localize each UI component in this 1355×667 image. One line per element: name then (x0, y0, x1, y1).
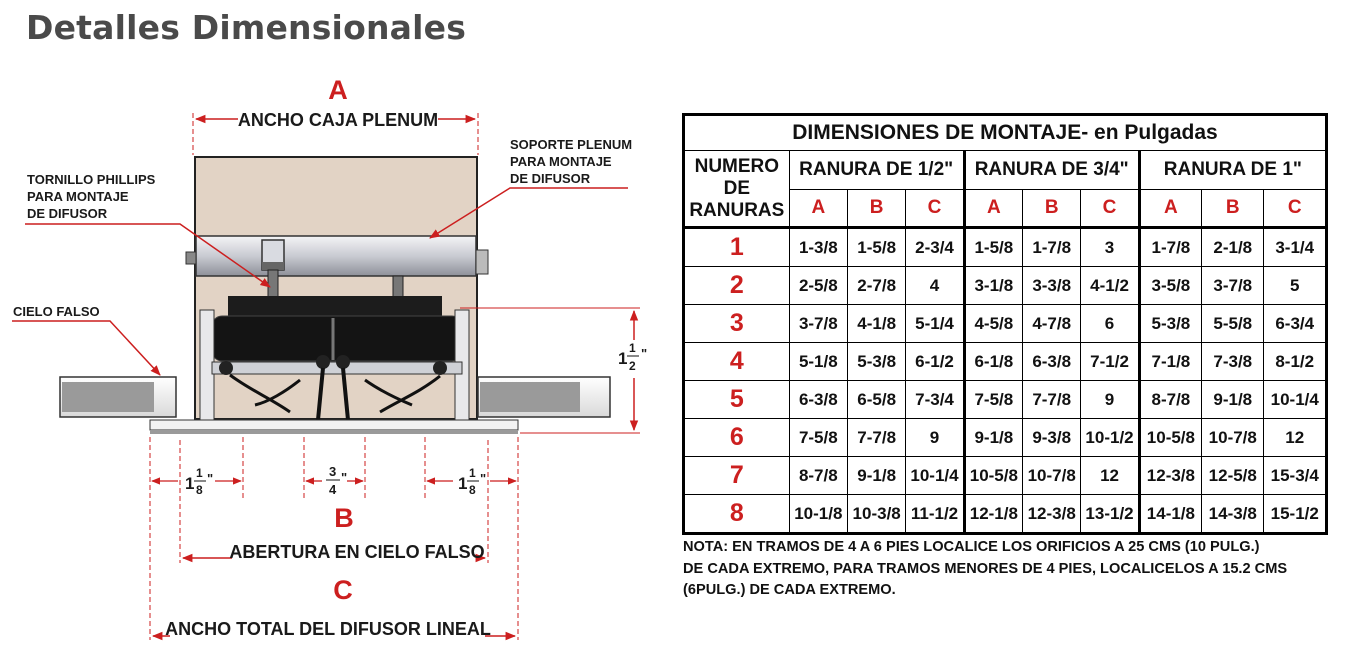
column-header: B (1202, 190, 1264, 228)
installation-note (683, 537, 1343, 602)
table-row (684, 419, 1327, 457)
svg-text:8: 8 (196, 483, 203, 497)
table-cell: 9 (1081, 381, 1139, 419)
table-cell: 1-7/8 (1023, 228, 1081, 267)
table-cell: 2-7/8 (847, 267, 905, 305)
table-cell: 1-5/8 (964, 228, 1022, 267)
svg-text:PARA MONTAJE: PARA MONTAJE (27, 189, 129, 204)
table-cell: 10-7/8 (1202, 419, 1264, 457)
svg-text:3: 3 (329, 464, 337, 479)
slot-count: 3 (684, 305, 790, 343)
table-cell: 8-1/2 (1264, 343, 1327, 381)
label-b: B (334, 503, 354, 533)
table-cell: 6-1/2 (906, 343, 964, 381)
column-header: A (964, 190, 1022, 228)
svg-text:DE DIFUSOR: DE DIFUSOR (27, 206, 108, 221)
slot-count: 8 (684, 495, 790, 534)
table-cell: 6-3/4 (1264, 305, 1327, 343)
table-cell: 4-1/8 (847, 305, 905, 343)
svg-text:DE DIFUSOR: DE DIFUSOR (510, 171, 591, 186)
table-row (684, 495, 1327, 534)
table-cell: 10-7/8 (1023, 457, 1081, 495)
table-cell: 5-3/8 (1139, 305, 1201, 343)
table-cell: 6-3/8 (1023, 343, 1081, 381)
table-cell: 4-7/8 (1023, 305, 1081, 343)
note-line: (6PULG.) DE CADA EXTREMO. (683, 582, 896, 598)
table-row (684, 305, 1327, 343)
slot-count: 6 (684, 419, 790, 457)
table-cell: 5 (1264, 267, 1327, 305)
ancho-caja-plenum-label: ANCHO CAJA PLENUM (237, 110, 439, 130)
table-cell: 14-1/8 (1139, 495, 1201, 534)
table-cell: 6-3/8 (789, 381, 847, 419)
table-cell: 10-1/8 (789, 495, 847, 534)
column-header: B (847, 190, 905, 228)
table-cell: 7-3/4 (906, 381, 964, 419)
slot-count: 1 (684, 228, 790, 267)
note-line: NOTA: EN TRAMOS DE 4 A 6 PIES LOCALICE LOS ORIFICIOS A 25 CMS (10 PULG.) (683, 539, 1260, 555)
table-cell: 5-1/8 (789, 343, 847, 381)
table-cell: 6-1/8 (964, 343, 1022, 381)
table-cell: 3-1/8 (964, 267, 1022, 305)
table-cell: 2-3/4 (906, 228, 964, 267)
slot-count: 4 (684, 343, 790, 381)
table-cell: 4-5/8 (964, 305, 1022, 343)
table-cell: 10-3/8 (847, 495, 905, 534)
table-cell: 7-3/8 (1202, 343, 1264, 381)
table-cell: 1-5/8 (847, 228, 905, 267)
table-cell: 7-1/2 (1081, 343, 1139, 381)
table-row (684, 343, 1327, 381)
table-cell: 1-3/8 (789, 228, 847, 267)
table-cell: 3-5/8 (1139, 267, 1201, 305)
table-cell: 15-1/2 (1264, 495, 1327, 534)
svg-text:SOPORTE PLENUM: SOPORTE PLENUM (510, 137, 633, 152)
table-cell: 4 (906, 267, 964, 305)
table-cell: 8-7/8 (789, 457, 847, 495)
table-cell: 10-1/2 (1081, 419, 1139, 457)
svg-text:": " (480, 471, 487, 486)
table-cell: 15-3/4 (1264, 457, 1327, 495)
svg-text:1: 1 (469, 466, 476, 480)
svg-text:2: 2 (629, 359, 636, 373)
table-cell: 7-5/8 (789, 419, 847, 457)
table-cell: 7-7/8 (1023, 381, 1081, 419)
table-row (684, 228, 1327, 267)
svg-text:": " (341, 470, 348, 485)
table-title: DIMENSIONES DE MONTAJE- en Pulgadas (684, 115, 1327, 151)
svg-text:PARA MONTAJE: PARA MONTAJE (510, 154, 612, 169)
table-cell: 11-1/2 (906, 495, 964, 534)
table-row (684, 381, 1327, 419)
table-cell: 9 (906, 419, 964, 457)
label-a: A (328, 75, 348, 105)
table-cell: 12-3/8 (1139, 457, 1201, 495)
table-cell: 13-1/2 (1081, 495, 1139, 534)
group-header-half: RANURA DE 1/2" (789, 151, 964, 190)
note-line: DE CADA EXTREMO, PARA TRAMOS MENORES DE 4 PIES, LOCALICELOS A 15.2 CMS (683, 560, 1288, 577)
table-cell: 7-7/8 (847, 419, 905, 457)
table-cell: 10-1/4 (1264, 381, 1327, 419)
table-cell: 5-1/4 (906, 305, 964, 343)
slot-count: 7 (684, 457, 790, 495)
svg-text:1: 1 (458, 474, 468, 493)
column-header: A (1139, 190, 1201, 228)
table-cell: 3-3/8 (1023, 267, 1081, 305)
abertura-cielo-falso-label: ABERTURA EN CIELO FALSO (229, 542, 485, 562)
table-cell: 8-7/8 (1139, 381, 1201, 419)
svg-text:1: 1 (185, 474, 195, 493)
column-header: C (1081, 190, 1139, 228)
dim-center-label (326, 464, 347, 497)
cielo-falso-label: CIELO FALSO (13, 304, 100, 319)
dim-height-label (618, 341, 647, 373)
table-row (684, 267, 1327, 305)
table-cell: 5-5/8 (1202, 305, 1264, 343)
rows-header: NUMERO DE RANURAS (684, 151, 790, 228)
column-header: C (1264, 190, 1327, 228)
table-cell: 2-5/8 (789, 267, 847, 305)
table-cell: 3-7/8 (789, 305, 847, 343)
mounting-dimensions-table (682, 113, 1328, 535)
table-cell: 3-1/4 (1264, 228, 1327, 267)
svg-text:": " (207, 471, 214, 486)
svg-text:": " (641, 346, 648, 361)
svg-text:8: 8 (469, 483, 476, 497)
table-cell: 12-5/8 (1202, 457, 1264, 495)
table-cell: 12 (1081, 457, 1139, 495)
column-header: B (1023, 190, 1081, 228)
dim-right-label (458, 466, 486, 497)
column-header: A (789, 190, 847, 228)
slot-count: 2 (684, 267, 790, 305)
table-cell: 1-7/8 (1139, 228, 1201, 267)
table-cell: 5-3/8 (847, 343, 905, 381)
svg-text:1: 1 (196, 466, 203, 480)
group-header-one: RANURA DE 1" (1139, 151, 1326, 190)
table-cell: 9-3/8 (1023, 419, 1081, 457)
table-cell: 3-7/8 (1202, 267, 1264, 305)
table-cell: 14-3/8 (1202, 495, 1264, 534)
table-cell: 6-5/8 (847, 381, 905, 419)
column-header: C (906, 190, 964, 228)
table-cell: 10-5/8 (1139, 419, 1201, 457)
table-cell: 2-1/8 (1202, 228, 1264, 267)
tornillo-phillips-label (27, 172, 156, 221)
slot-count: 5 (684, 381, 790, 419)
soporte-plenum-label (510, 137, 632, 186)
mounting-bracket (196, 236, 476, 276)
svg-text:4: 4 (329, 482, 337, 497)
svg-text:TORNILLO PHILLIPS: TORNILLO PHILLIPS (27, 172, 156, 187)
group-header-three-quarter: RANURA DE 3/4" (964, 151, 1139, 190)
table-cell: 6 (1081, 305, 1139, 343)
table-cell: 9-1/8 (1202, 381, 1264, 419)
table-cell: 7-5/8 (964, 381, 1022, 419)
table-cell: 4-1/2 (1081, 267, 1139, 305)
table-cell: 3 (1081, 228, 1139, 267)
table-cell: 12 (1264, 419, 1327, 457)
svg-text:1: 1 (618, 349, 628, 368)
table-cell: 12-3/8 (1023, 495, 1081, 534)
dim-left-label (185, 466, 213, 497)
label-c: C (333, 575, 353, 605)
page-title: Detalles Dimensionales (26, 8, 467, 47)
table-cell: 9-1/8 (847, 457, 905, 495)
ancho-total-label: ANCHO TOTAL DEL DIFUSOR LINEAL (165, 619, 491, 639)
table-cell: 7-1/8 (1139, 343, 1201, 381)
table-cell: 12-1/8 (964, 495, 1022, 534)
table-cell: 10-5/8 (964, 457, 1022, 495)
table-row (684, 457, 1327, 495)
table-cell: 10-1/4 (906, 457, 964, 495)
svg-text:1: 1 (629, 341, 636, 355)
table-cell: 9-1/8 (964, 419, 1022, 457)
